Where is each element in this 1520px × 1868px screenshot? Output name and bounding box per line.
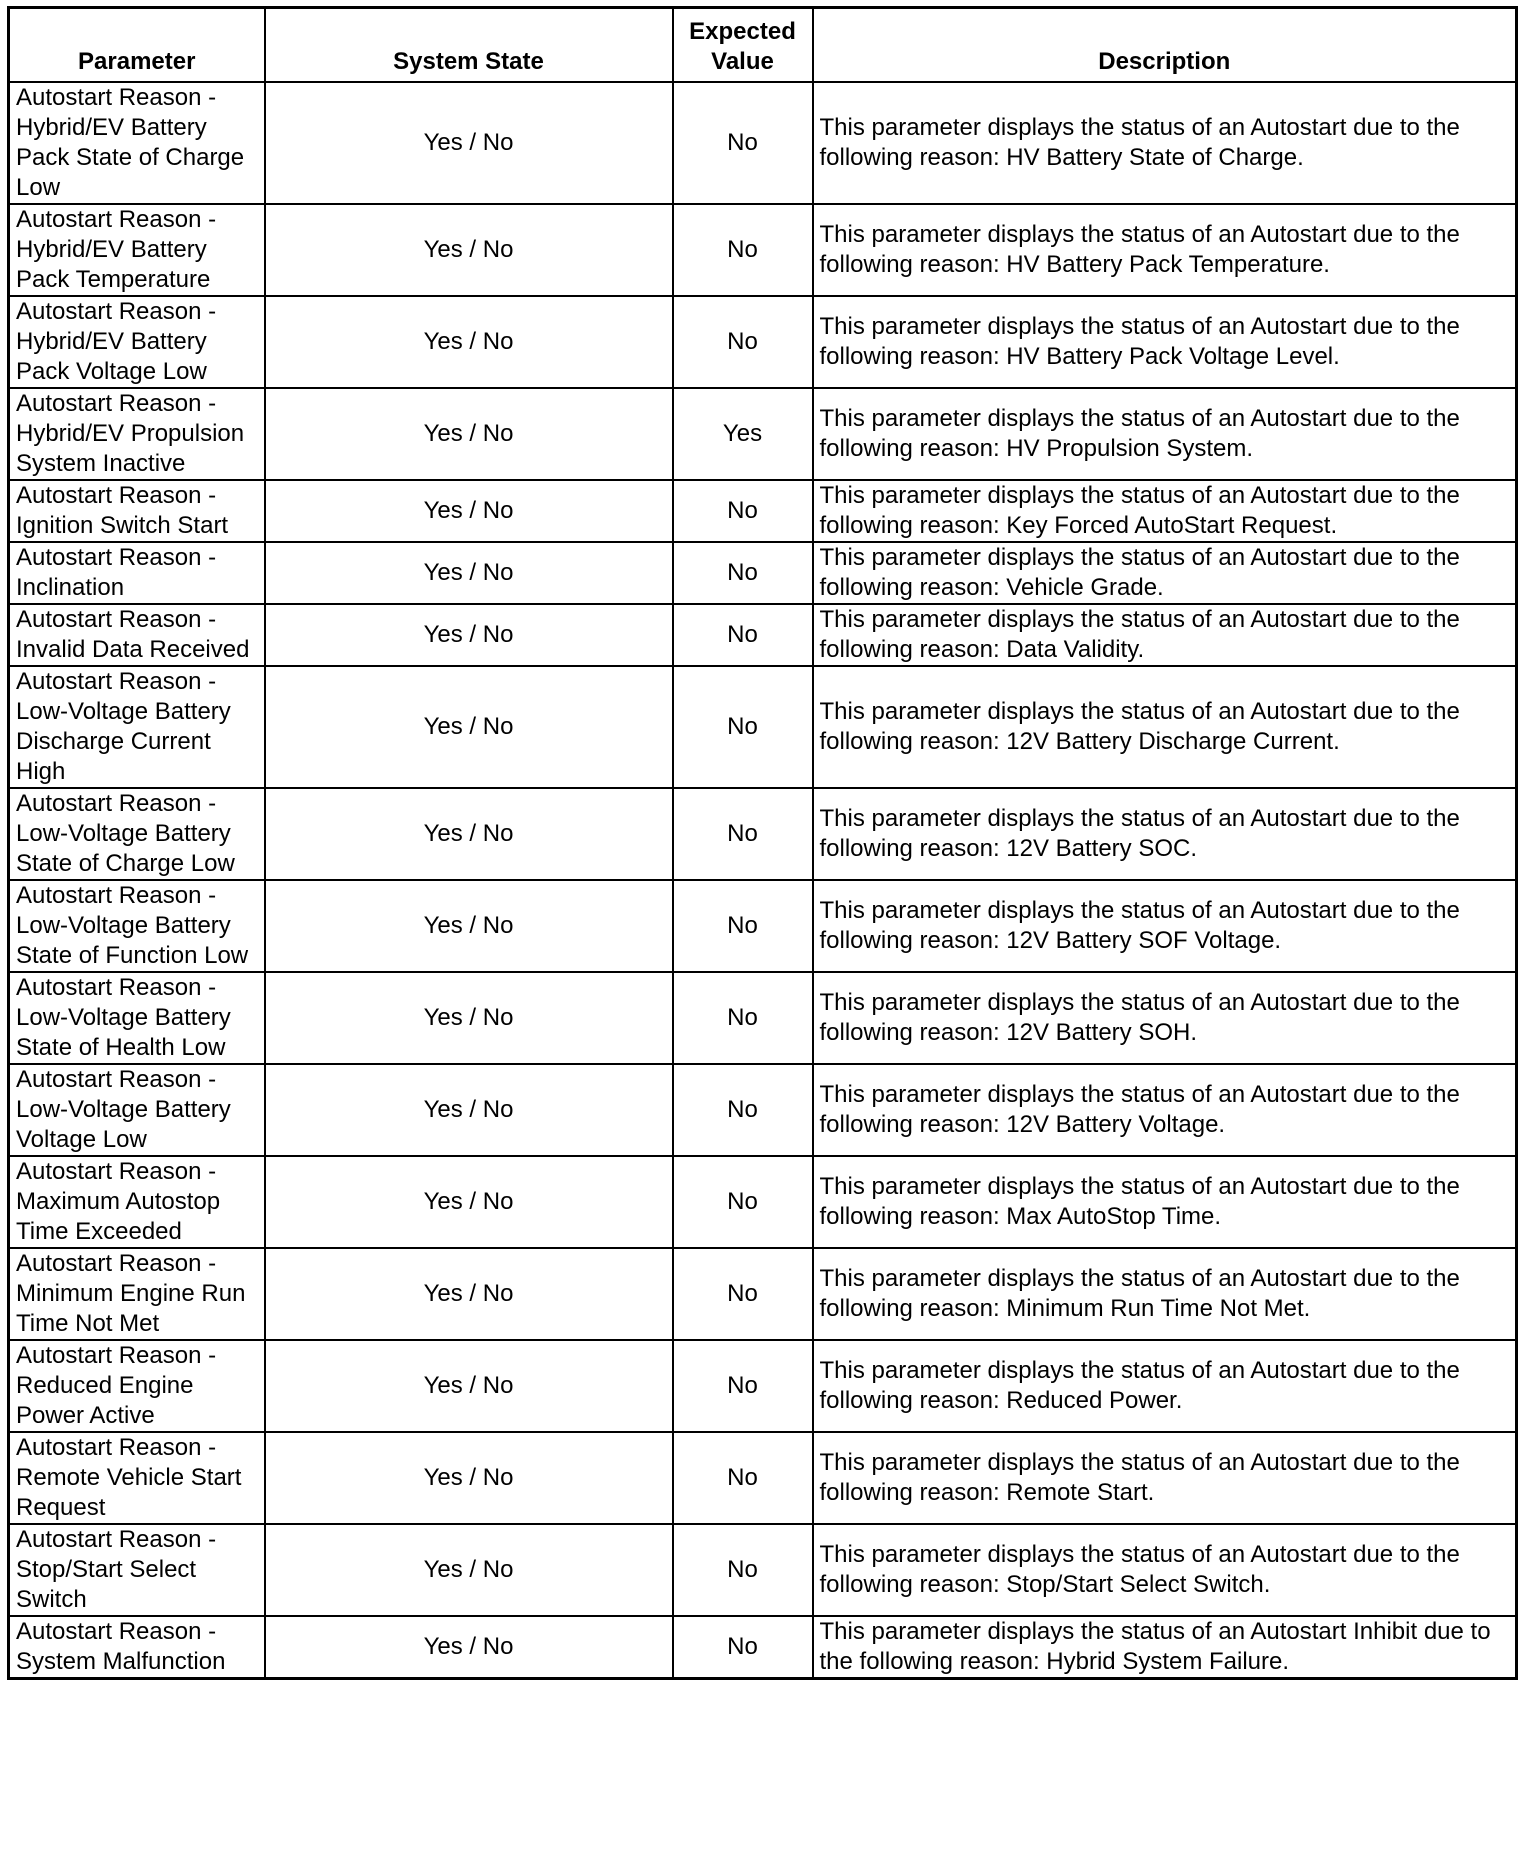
- table-row: [9, 880, 1517, 972]
- table-row: [9, 296, 1517, 388]
- cell-expected-value: No: [673, 480, 813, 542]
- cell-description: This parameter displays the status of an Autostart due to the following reason: Vehicle Grade.: [813, 542, 1517, 604]
- header-row: [9, 8, 1517, 83]
- header-expected-value: [673, 8, 813, 83]
- cell-parameter: Autostart Reason - Inclination: [9, 542, 265, 604]
- cell-description: This parameter displays the status of an Autostart due to the following reason: Minimum Run Time Not Met.: [813, 1248, 1517, 1340]
- cell-expected-value: No: [673, 880, 813, 972]
- cell-parameter: Autostart Reason - Hybrid/EV Propulsion System Inactive: [9, 388, 265, 480]
- cell-expected-value: Yes: [673, 388, 813, 480]
- cell-parameter: Autostart Reason - Maximum Autostop Time Exceeded: [9, 1156, 265, 1248]
- cell-expected-value: No: [673, 788, 813, 880]
- cell-system-state: Yes / No: [265, 204, 673, 296]
- cell-parameter: Autostart Reason - Low-Voltage Battery State of Health Low: [9, 972, 265, 1064]
- cell-system-state: Yes / No: [265, 666, 673, 788]
- table-row: [9, 204, 1517, 296]
- cell-description: This parameter displays the status of an Autostart due to the following reason: HV Battery Pack Temperature.: [813, 204, 1517, 296]
- cell-description: This parameter displays the status of an Autostart due to the following reason: Data Validity.: [813, 604, 1517, 666]
- table-row: [9, 972, 1517, 1064]
- cell-expected-value: No: [673, 542, 813, 604]
- cell-system-state: Yes / No: [265, 1340, 673, 1432]
- cell-parameter: Autostart Reason - Hybrid/EV Battery Pack Voltage Low: [9, 296, 265, 388]
- cell-system-state: Yes / No: [265, 1432, 673, 1524]
- cell-parameter: Autostart Reason - Reduced Engine Power Active: [9, 1340, 265, 1432]
- table-row: [9, 1616, 1517, 1679]
- cell-parameter: Autostart Reason - System Malfunction: [9, 1616, 265, 1679]
- cell-system-state: Yes / No: [265, 542, 673, 604]
- cell-system-state: Yes / No: [265, 880, 673, 972]
- cell-parameter: Autostart Reason - Low-Voltage Battery State of Function Low: [9, 880, 265, 972]
- cell-system-state: Yes / No: [265, 1248, 673, 1340]
- cell-description: This parameter displays the status of an Autostart due to the following reason: 12V Battery SOH.: [813, 972, 1517, 1064]
- cell-description: This parameter displays the status of an Autostart due to the following reason: 12V Battery SOF Voltage.: [813, 880, 1517, 972]
- cell-expected-value: No: [673, 1432, 813, 1524]
- cell-description: This parameter displays the status of an Autostart due to the following reason: HV Battery State of Charge.: [813, 82, 1517, 204]
- header-expected-value-line1: Expected: [689, 18, 796, 45]
- cell-expected-value: No: [673, 296, 813, 388]
- cell-description: This parameter displays the status of an Autostart due to the following reason: HV Battery Pack Voltage Level.: [813, 296, 1517, 388]
- table-row: [9, 1432, 1517, 1524]
- cell-system-state: Yes / No: [265, 1616, 673, 1679]
- cell-expected-value: No: [673, 204, 813, 296]
- cell-expected-value: No: [673, 1156, 813, 1248]
- table-row: [9, 604, 1517, 666]
- header-parameter: Parameter: [9, 8, 265, 83]
- cell-description: This parameter displays the status of an Autostart due to the following reason: Stop/Start Select Switch.: [813, 1524, 1517, 1616]
- cell-parameter: Autostart Reason - Low-Voltage Battery Discharge Current High: [9, 666, 265, 788]
- table-body: [9, 82, 1517, 1679]
- cell-system-state: Yes / No: [265, 1524, 673, 1616]
- cell-description: This parameter displays the status of an Autostart due to the following reason: Reduced Power.: [813, 1340, 1517, 1432]
- cell-parameter: Autostart Reason - Hybrid/EV Battery Pack State of Charge Low: [9, 82, 265, 204]
- table-row: [9, 388, 1517, 480]
- table-row: [9, 82, 1517, 204]
- cell-system-state: Yes / No: [265, 1064, 673, 1156]
- table-row: [9, 1064, 1517, 1156]
- cell-parameter: Autostart Reason - Hybrid/EV Battery Pack Temperature: [9, 204, 265, 296]
- cell-system-state: Yes / No: [265, 788, 673, 880]
- cell-system-state: Yes / No: [265, 480, 673, 542]
- cell-system-state: Yes / No: [265, 388, 673, 480]
- cell-parameter: Autostart Reason - Stop/Start Select Switch: [9, 1524, 265, 1616]
- cell-parameter: Autostart Reason - Ignition Switch Start: [9, 480, 265, 542]
- cell-expected-value: No: [673, 1616, 813, 1679]
- header-description: Description: [813, 8, 1517, 83]
- cell-description: This parameter displays the status of an Autostart due to the following reason: Remote Start.: [813, 1432, 1517, 1524]
- table-row: [9, 480, 1517, 542]
- table-row: [9, 1340, 1517, 1432]
- cell-expected-value: No: [673, 1248, 813, 1340]
- cell-system-state: Yes / No: [265, 972, 673, 1064]
- cell-description: This parameter displays the status of an Autostart due to the following reason: Key Forced AutoStart Request.: [813, 480, 1517, 542]
- table-row: [9, 666, 1517, 788]
- cell-expected-value: No: [673, 1064, 813, 1156]
- table-row: [9, 788, 1517, 880]
- cell-description: This parameter displays the status of an Autostart due to the following reason: Max AutoStop Time.: [813, 1156, 1517, 1248]
- cell-expected-value: No: [673, 82, 813, 204]
- parameter-table: [7, 6, 1518, 1680]
- cell-system-state: Yes / No: [265, 296, 673, 388]
- table-header: [9, 8, 1517, 83]
- cell-parameter: Autostart Reason - Low-Voltage Battery State of Charge Low: [9, 788, 265, 880]
- table-row: [9, 1248, 1517, 1340]
- parameter-table-container: [7, 6, 1518, 1680]
- cell-expected-value: No: [673, 972, 813, 1064]
- header-system-state: System State: [265, 8, 673, 83]
- cell-expected-value: No: [673, 604, 813, 666]
- cell-description: This parameter displays the status of an Autostart due to the following reason: 12V Battery SOC.: [813, 788, 1517, 880]
- table-row: [9, 1156, 1517, 1248]
- cell-description: This parameter displays the status of an Autostart Inhibit due to the following reason: Hybrid System Failure.: [813, 1616, 1517, 1679]
- header-expected-value-line2: Value: [711, 48, 774, 75]
- cell-description: This parameter displays the status of an Autostart due to the following reason: 12V Battery Voltage.: [813, 1064, 1517, 1156]
- cell-expected-value: No: [673, 666, 813, 788]
- cell-description: This parameter displays the status of an Autostart due to the following reason: HV Propulsion System.: [813, 388, 1517, 480]
- cell-system-state: Yes / No: [265, 604, 673, 666]
- cell-parameter: Autostart Reason - Remote Vehicle Start Request: [9, 1432, 265, 1524]
- cell-parameter: Autostart Reason - Minimum Engine Run Time Not Met: [9, 1248, 265, 1340]
- cell-system-state: Yes / No: [265, 1156, 673, 1248]
- table-row: [9, 1524, 1517, 1616]
- cell-description: This parameter displays the status of an Autostart due to the following reason: 12V Battery Discharge Current.: [813, 666, 1517, 788]
- cell-expected-value: No: [673, 1524, 813, 1616]
- cell-parameter: Autostart Reason - Low-Voltage Battery Voltage Low: [9, 1064, 265, 1156]
- cell-system-state: Yes / No: [265, 82, 673, 204]
- table-row: [9, 542, 1517, 604]
- cell-parameter: Autostart Reason - Invalid Data Received: [9, 604, 265, 666]
- cell-expected-value: No: [673, 1340, 813, 1432]
